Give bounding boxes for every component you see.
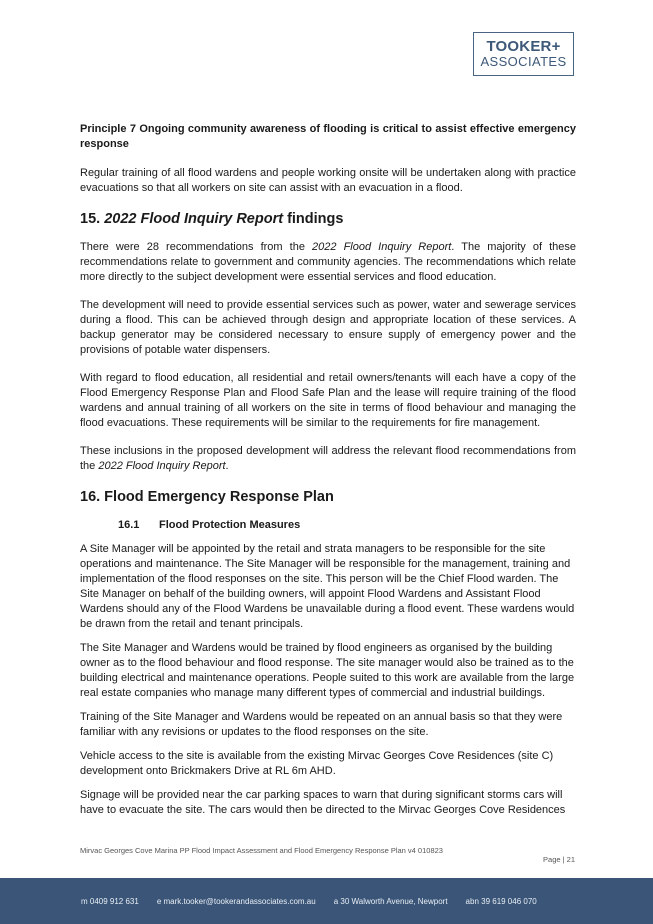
paragraph-vehicle-access: Vehicle access to the site is available from the existing Mirvac Georges Cove Residences (site C) development onto Brickmakers Drive at RL 6m AHD. xyxy=(80,750,554,777)
section-16-body xyxy=(80,542,576,818)
paragraph-annual-training: Training of the Site Manager and Wardens would be repeated on an annual basis so that they were familiar with any revisions or updates to the flood responses on the site. xyxy=(80,711,563,738)
section-15-title-italic: 2022 Flood Inquiry Report xyxy=(104,211,284,227)
section-15-title-rest: findings xyxy=(283,211,344,227)
footer-contact-bar xyxy=(0,878,653,924)
text-run: . xyxy=(225,460,229,472)
principle-heading: Principle 7 Ongoing community awareness of flooding is critical to assist effective emergency response xyxy=(80,123,576,150)
paragraph-inclusions xyxy=(80,444,576,474)
text-run: These inclusions in the proposed development will address the relevant flood recommendations from the xyxy=(80,445,576,472)
paragraph-signage: Signage will be provided near the car parking spaces to warn that during significant storms cars will have to evacuate the site. The cars would then be directed to the Mirvac Georges Cove Residences xyxy=(80,789,566,816)
paragraph-essential-services: The development will need to provide essential services such as power, water and sewerage services during a flood. This can be achieved through design and appropriate location of these services. A backup generator may be considered necessary to ensure supply of emergency power and the provisions of potable water dispensers. xyxy=(80,299,576,356)
logo-line-2: ASSOCIATES xyxy=(480,54,567,70)
footer-document-title: Mirvac Georges Cove Marina PP Flood Impact Assessment and Flood Emergency Response Plan v4 010823 xyxy=(80,846,443,855)
page-number: Page | 21 xyxy=(543,855,575,864)
section-15-number: 15. xyxy=(80,211,105,227)
text-run: . The majority of these recommendations relate to government and community agencies. The recommendations which relate more directly to the subject development were essential services and flood education. xyxy=(80,241,577,283)
subsection-16-1-heading xyxy=(118,518,576,533)
company-logo xyxy=(473,32,574,76)
subsection-number: 16.1 xyxy=(118,519,140,531)
section-15-heading xyxy=(80,210,576,228)
report-title-italic: 2022 Flood Inquiry Report xyxy=(312,241,452,253)
logo-line-1: TOOKER+ xyxy=(486,38,561,56)
document-body xyxy=(80,122,576,818)
paragraph-site-manager: A Site Manager will be appointed by the retail and strata managers to be responsible for the site operations and maintenance. The Site Manager will be responsible for the management, training and implementation of the flood responses on the site. This person will be the Chief Flood warden. The Site Manager on behalf of the building owners, will appoint Flood Wardens and Assistant Flood Wardens should any of the Flood Wardens be unavailable during a flood event. These wardens would be drawn from the retail and tenant principals. xyxy=(80,543,575,630)
paragraph-recommendations xyxy=(80,240,576,285)
footer-phone: m 0409 912 631 xyxy=(81,896,139,906)
paragraph-flood-education: With regard to flood education, all residential and retail owners/tenants will each have a copy of the Flood Emergency Response Plan and Flood Safe Plan and the lease will require training of the flood wardens and annual training of all workers on the site in terms of flood behaviour and managing the flood evacuations. These requirements will be similar to the requirements for fire management. xyxy=(80,372,576,429)
paragraph-training: Regular training of all flood wardens and people working onsite will be undertaken along with practice evacuations so that all workers on site can assist with an evacuation in a flood. xyxy=(80,167,576,194)
footer-address: a 30 Walworth Avenue, Newport xyxy=(333,896,448,906)
report-title-italic: 2022 Flood Inquiry Report xyxy=(98,460,226,472)
paragraph-wardens-training: The Site Manager and Wardens would be trained by flood engineers as organised by the building owner as to the flood behaviour and flood response. The site manager would also be trained as to the building electrical and maintenance operations. People suited to this work are available from the large real estate companies who manage many different types of commercial and industrial buildings. xyxy=(80,642,575,699)
footer-abn: abn 39 619 046 070 xyxy=(465,896,537,906)
subsection-title: Flood Protection Measures xyxy=(159,519,301,531)
section-16-heading: 16. Flood Emergency Response Plan xyxy=(80,489,334,505)
footer-email: e mark.tooker@tookerandassociates.com.au xyxy=(156,896,316,906)
text-run: There were 28 recommendations from the xyxy=(80,241,313,253)
